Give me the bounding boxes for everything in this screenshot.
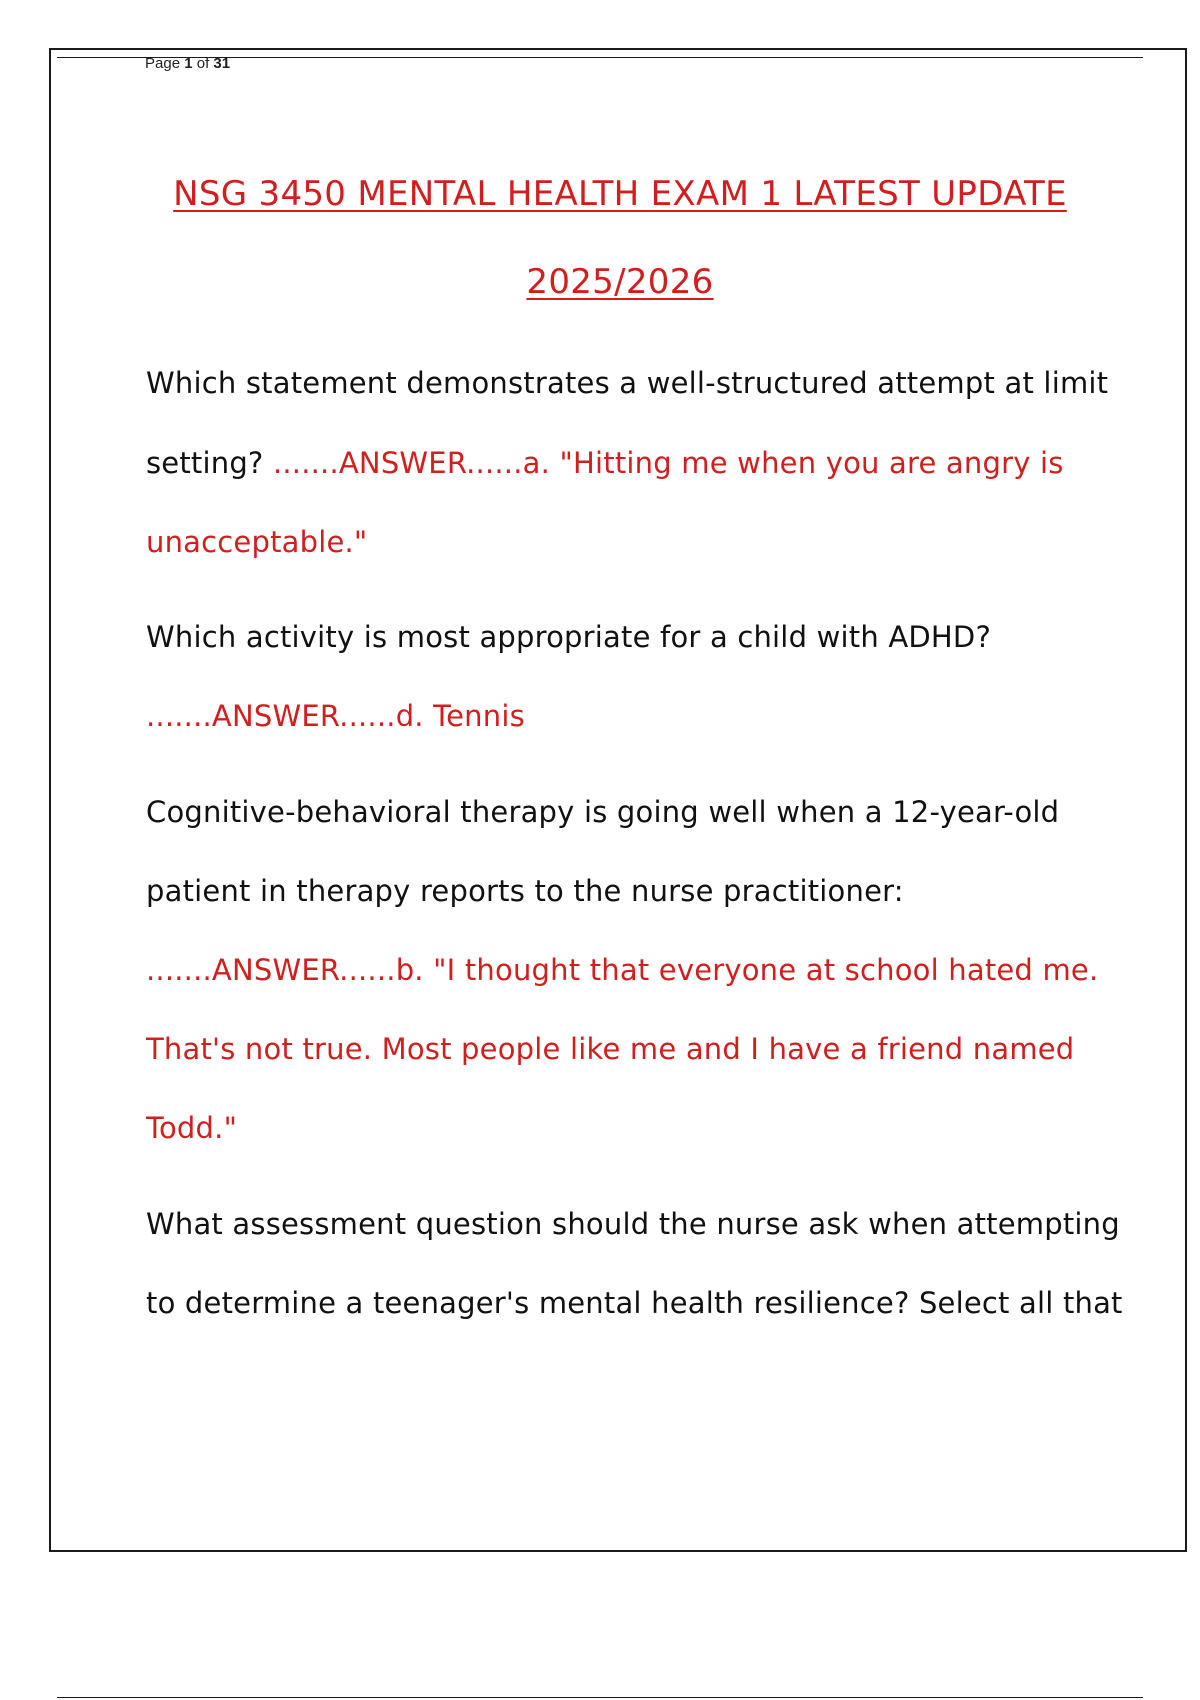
question-text: Which statement demonstrates a well-structured attempt at limit bbox=[146, 366, 1109, 400]
question-text: to determine a teenager's mental health resilience? Select all that bbox=[146, 1286, 1123, 1320]
question-text: What assessment question should the nurse ask when attempting bbox=[146, 1207, 1120, 1241]
question-text: Which activity is most appropriate for a child with ADHD? bbox=[146, 620, 992, 654]
page-number: Page 1 of 31 bbox=[145, 55, 231, 72]
answer-text: unacceptable." bbox=[146, 525, 368, 559]
answer-text: .......ANSWER......d. Tennis bbox=[146, 699, 525, 733]
question-text: Cognitive-behavioral therapy is going well when a 12-year-old bbox=[146, 795, 1060, 829]
answer-text: That's not true. Most people like me and I have a friend named bbox=[146, 1032, 1075, 1066]
document-title-year: 2025/2026 bbox=[526, 262, 714, 302]
document-title: NSG 3450 MENTAL HEALTH EXAM 1 LATEST UPDATE bbox=[173, 174, 1067, 214]
footer-rule bbox=[57, 1697, 1143, 1698]
question-text: patient in therapy reports to the nurse practitioner: bbox=[146, 874, 904, 908]
answer-text: Todd." bbox=[146, 1111, 238, 1145]
answer-text: .......ANSWER......b. "I thought that everyone at school hated me. bbox=[146, 953, 1099, 987]
question-answer-line: setting? .......ANSWER......a. "Hitting me when you are angry is bbox=[146, 446, 1064, 480]
